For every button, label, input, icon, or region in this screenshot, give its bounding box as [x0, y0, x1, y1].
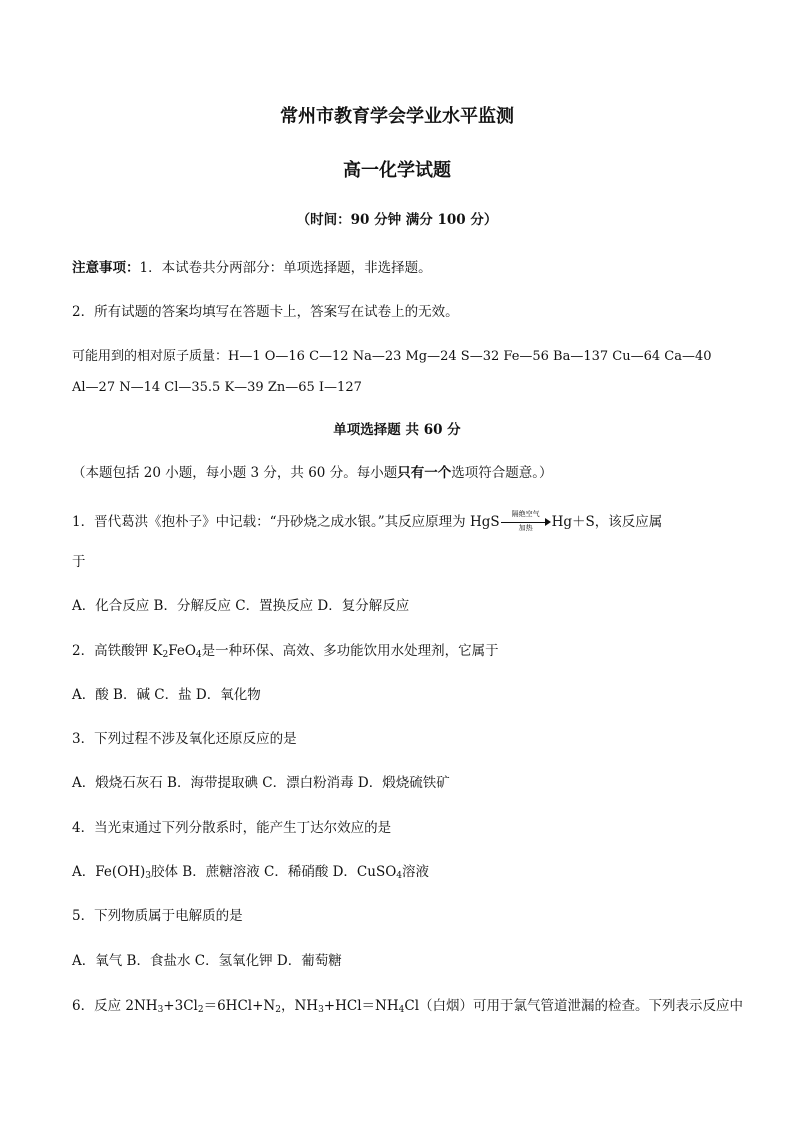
- atomic-masses-line-2: Al—27 N—14 Cl—35.5 K—39 Zn—65 I—127: [72, 380, 362, 395]
- q1-stem-suffix: ，该反应属: [594, 514, 663, 530]
- section-title: 单项选择题 共 60 分: [333, 422, 461, 438]
- arrow-condition-top: 隔绝空气: [511, 509, 540, 518]
- section-instructions: [72, 467, 552, 481]
- q4-opt-mid: 胶体 B．蔗糖溶液 C．稀硝酸 D．CuSO: [150, 864, 397, 880]
- arrow-condition-bottom: 加热: [518, 523, 533, 532]
- q6-sub-1: 3: [157, 1005, 164, 1015]
- instr-suffix: 选项符合题意。）: [451, 465, 553, 481]
- q6-sub-3: 2: [275, 1005, 281, 1015]
- q2-stem-c: 是一种环保、高效、多功能饮用水处理剂，它属于: [201, 643, 499, 659]
- q1-stem-text: 1．晋代葛洪《抱朴子》中记载：“丹砂烧之成水银。”其反应原理为: [72, 514, 466, 530]
- q6-stem: [72, 1000, 743, 1014]
- q6-part-5: +HCl＝NH: [323, 998, 399, 1014]
- q2-sub-2: 4: [195, 650, 202, 660]
- q3-stem: 3．下列过程不涉及氧化还原反应的是: [72, 731, 297, 747]
- q4-sub-a: 3: [145, 871, 151, 881]
- q6-part-3: ＝6HCl+N: [203, 998, 276, 1014]
- notes-item-2: 2．所有试题的答案均填写在答题卡上，答案写在试卷上的无效。: [72, 304, 459, 320]
- q2-stem-b: FeO: [168, 643, 196, 659]
- q1-eq-right: Hg＋S: [551, 514, 595, 530]
- instr-prefix: （本题包括 20 小题，每小题 3 分，共 60 分。每小题: [72, 465, 398, 481]
- q6-part-4: ，NH: [280, 998, 319, 1014]
- notes-line-1: [72, 262, 432, 276]
- q2-sub-1: 2: [162, 650, 169, 660]
- q6-part-6: Cl（白烟）可用于氯气管道泄漏的检查。下列表示反应中: [404, 998, 744, 1014]
- reaction-arrow-icon: [501, 509, 551, 532]
- q1-options: A．化合反应 B．分解反应 C．置换反应 D．复分解反应: [72, 598, 410, 614]
- q2-stem: [72, 645, 499, 659]
- q6-sub-2: 2: [197, 1005, 204, 1015]
- notes-item-1: 1．本试卷共分两部分：单项选择题，非选择题。: [139, 260, 432, 276]
- q6-part-2: +3Cl: [163, 998, 198, 1014]
- q4-stem: 4．当光束通过下列分散系时，能产生丁达尔效应的是: [72, 820, 392, 836]
- q4-options: [72, 866, 429, 880]
- q2-stem-a: 2．高铁酸钾 K: [72, 643, 163, 659]
- q1-stem: [72, 509, 663, 532]
- instr-emphasis: 只有一个: [397, 465, 452, 481]
- q4-sub-d: 4: [396, 871, 403, 881]
- q3-options: A．煅烧石灰石 B．海带提取碘 C．漂白粉消毒 D．煅烧硫铁矿: [72, 775, 450, 791]
- q6-part-1: 6．反应 2NH: [72, 998, 158, 1014]
- notes-label: 注意事项：: [72, 260, 140, 276]
- atomic-masses-line-1: 可能用到的相对原子质量：H—1 O—16 C—12 Na—23 Mg—24 S—32 Fe—56 Ba—137 Cu—64 Ca—40: [72, 349, 712, 364]
- q5-options: A．氧气 B．食盐水 C．氢氧化钾 D．葡萄糖: [72, 953, 342, 969]
- q6-sub-4: 3: [318, 1005, 324, 1015]
- q1-stem-line-2: 于: [72, 554, 86, 570]
- q4-opt-end: 溶液: [402, 864, 430, 880]
- exam-subtitle: 高一化学试题: [343, 160, 451, 181]
- exam-title: 常州市教育学会学业水平监测: [280, 106, 514, 127]
- q6-sub-5: 4: [398, 1005, 405, 1015]
- time-info: （时间：90 分钟 满分 100 分）: [296, 212, 498, 228]
- q2-options: A．酸 B．碱 C．盐 D．氧化物: [72, 687, 261, 703]
- q1-eq-left: HgS: [469, 514, 500, 530]
- q4-opt-a: A．Fe(OH): [72, 864, 146, 880]
- q5-stem: 5．下列物质属于电解质的是: [72, 908, 243, 924]
